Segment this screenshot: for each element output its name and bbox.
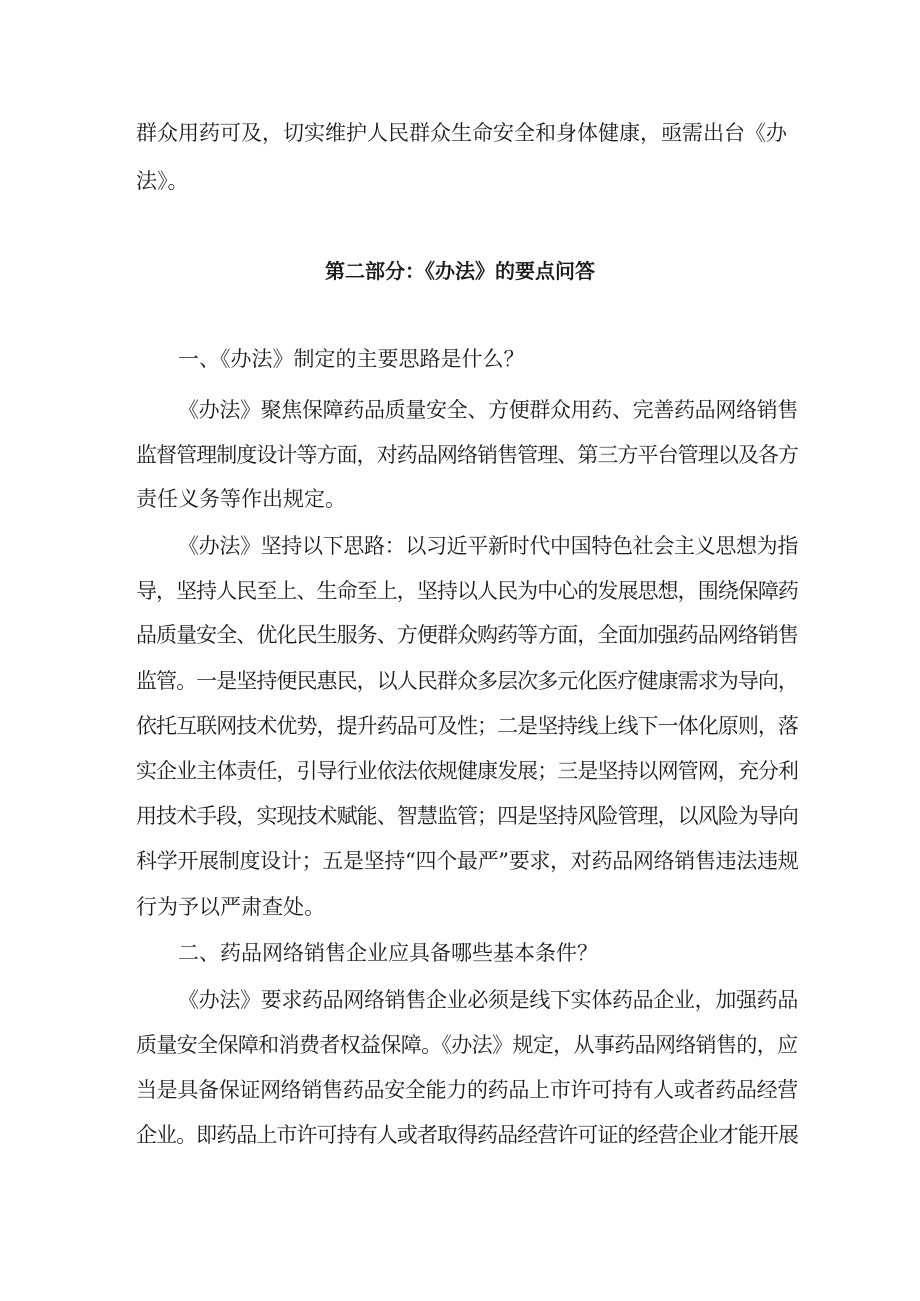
paragraph-2-line-7: 用技术手段，实现技术赋能、智慧监管；四是坚持风险管理，以风险为导向: [136, 804, 798, 828]
intro-line-1: 群众用药可及，切实维护人民群众生命安全和身体健康，亟需出台《办: [136, 121, 787, 145]
paragraph-2-line-6: 实企业主体责任，引导行业依法依规健康发展；三是坚持以网管网，充分利: [136, 759, 798, 783]
paragraph-1-line-1: 《办法》聚焦保障药品质量安全、方便群众用药、完善药品网络销售: [178, 398, 798, 422]
question-1: 一、《办法》制定的主要思路是什么？: [178, 347, 525, 371]
paragraph-3-line-1: 《办法》要求药品网络销售企业必须是线下实体药品企业，加强药品: [178, 988, 798, 1012]
paragraph-1-line-2: 监督管理制度设计等方面，对药品网络销售管理、第三方平台管理以及各方: [136, 443, 798, 467]
paragraph-2-line-9: 行为予以严肃查处。: [136, 895, 325, 919]
paragraph-2-line-1: 《办法》坚持以下思路：以习近平新时代中国特色社会主义思想为指: [178, 534, 798, 558]
paragraph-2-line-3: 品质量安全、优化民生服务、方便群众购药等方面，全面加强药品网络销售: [136, 623, 798, 647]
paragraph-3-line-4: 企业。即药品上市许可持有人或者取得药品经营许可证的经营企业才能开展: [136, 1123, 798, 1147]
paragraph-2-line-5: 依托互联网技术优势，提升药品可及性；二是坚持线上线下一体化原则，落: [136, 714, 798, 738]
paragraph-2-line-8: 科学开展制度设计；五是坚持“四个最严”要求，对药品网络销售违法违规: [136, 849, 799, 873]
paragraph-2-line-4: 监管。一是坚持便民惠民，以人民群众多层次多元化医疗健康需求为导向，: [136, 669, 798, 693]
paragraph-3-line-3: 当是具备保证网络销售药品安全能力的药品上市许可持有人或者药品经营: [136, 1078, 798, 1102]
paragraph-2-line-2: 导，坚持人民至上、生命至上，坚持以人民为中心的发展思想，围绕保障药: [136, 579, 798, 603]
paragraph-1-line-3: 责任义务等作出规定。: [136, 487, 346, 511]
question-2: 二、药品网络销售企业应具备哪些基本条件？: [178, 941, 598, 965]
intro-line-2: 法》。: [136, 169, 189, 193]
section-title: 第二部分：《办法》的要点问答: [325, 259, 595, 283]
paragraph-3-line-2: 质量安全保障和消费者权益保障。《办法》规定，从事药品网络销售的，应: [136, 1033, 798, 1057]
